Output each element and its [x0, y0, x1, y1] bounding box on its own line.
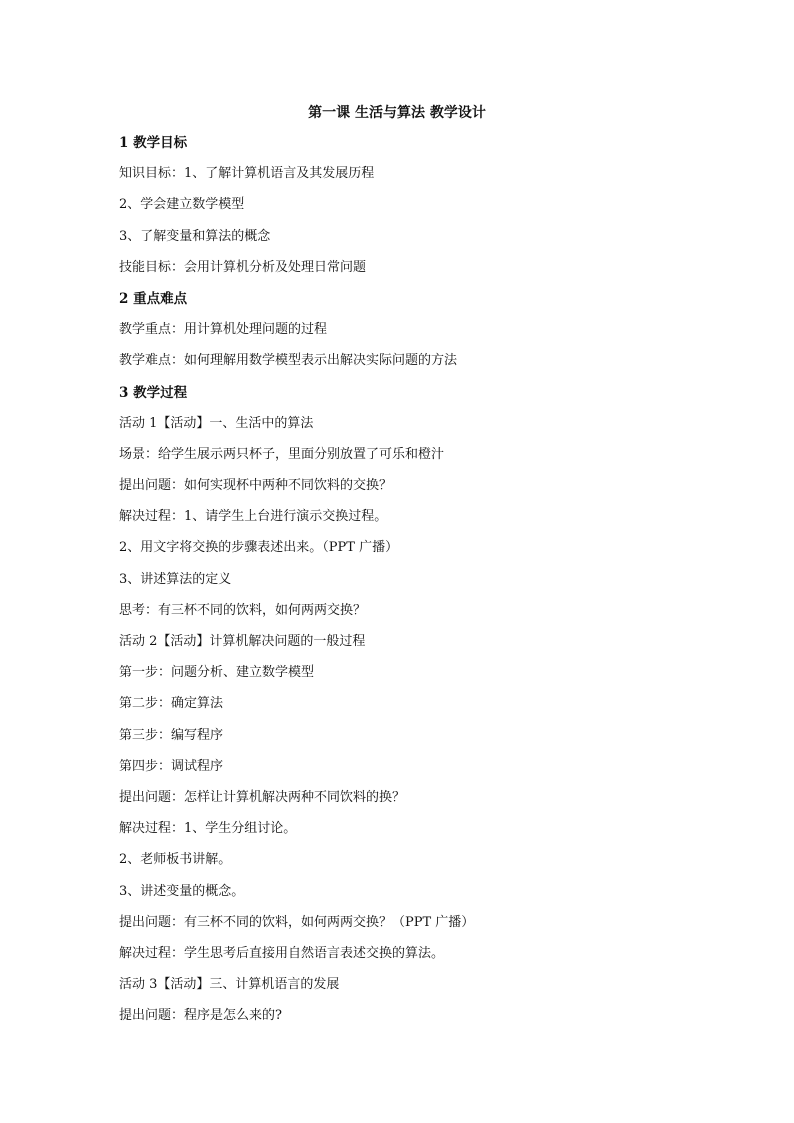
- paragraph-line: 活动 3【活动】三、计算机语言的发展: [119, 977, 340, 993]
- paragraph-line: 第三步：编写程序: [119, 727, 224, 743]
- paragraph-line: 3、讲述变量的概念。: [119, 883, 245, 899]
- paragraph-line: 第一步：问题分析、建立数学模型: [119, 665, 315, 681]
- paragraph-line: 解决过程：学生思考后直接用自然语言表述交换的算法。: [119, 945, 445, 961]
- paragraph-line: 提出问题：怎样让计算机解决两种不同饮料的换？: [119, 789, 406, 805]
- paragraph-line: 第二步：确定算法: [119, 696, 224, 712]
- paragraph-line: 2、老师板书讲解。: [119, 852, 232, 868]
- paragraph-line: 2、学会建立数学模型: [119, 197, 245, 213]
- paragraph-line: 3、了解变量和算法的概念: [119, 228, 271, 244]
- document-body: [119, 133, 719, 1037]
- section-heading-key-points: 2 重点难点: [119, 290, 188, 307]
- document-title: 第一课 生活与算法 教学设计: [308, 105, 486, 121]
- paragraph-line: 提出问题：有三杯不同的饮料，如何两两交换？（PPT 广播）: [119, 914, 475, 930]
- paragraph-line: 3、讲述算法的定义: [119, 571, 232, 587]
- paragraph-line: 技能目标：会用计算机分析及处理日常问题: [119, 259, 367, 275]
- paragraph-line: 解决过程：1、请学生上台进行演示交换过程。: [119, 509, 388, 525]
- paragraph-line: 解决过程：1、学生分组讨论。: [119, 821, 297, 837]
- paragraph-line: 思考：有三杯不同的饮料，如何两两交换？: [119, 602, 367, 618]
- paragraph-line: 提出问题：如何实现杯中两种不同饮料的交换？: [119, 478, 393, 494]
- paragraph-line: 提出问题：程序是怎么来的?: [119, 1008, 282, 1024]
- paragraph-line: 知识目标：1、了解计算机语言及其发展历程: [119, 166, 375, 182]
- paragraph-line: 活动 1【活动】一、生活中的算法: [119, 415, 314, 431]
- paragraph-line: 教学难点：如何理解用数学模型表示出解决实际问题的方法: [119, 353, 458, 369]
- paragraph-line: 场景：给学生展示两只杯子，里面分别放置了可乐和橙汁: [119, 446, 445, 462]
- paragraph-line: 2、用文字将交换的步骤表述出来。（PPT 广播）: [119, 540, 399, 556]
- paragraph-line: 第四步：调试程序: [119, 758, 224, 774]
- section-heading-process: 3 教学过程: [119, 384, 188, 401]
- section-heading-objectives: 1 教学目标: [119, 135, 188, 151]
- paragraph-line: 活动 2【活动】计算机解决问题的一般过程: [119, 634, 366, 649]
- paragraph-line: 教学重点：用计算机处理问题的过程: [119, 322, 328, 338]
